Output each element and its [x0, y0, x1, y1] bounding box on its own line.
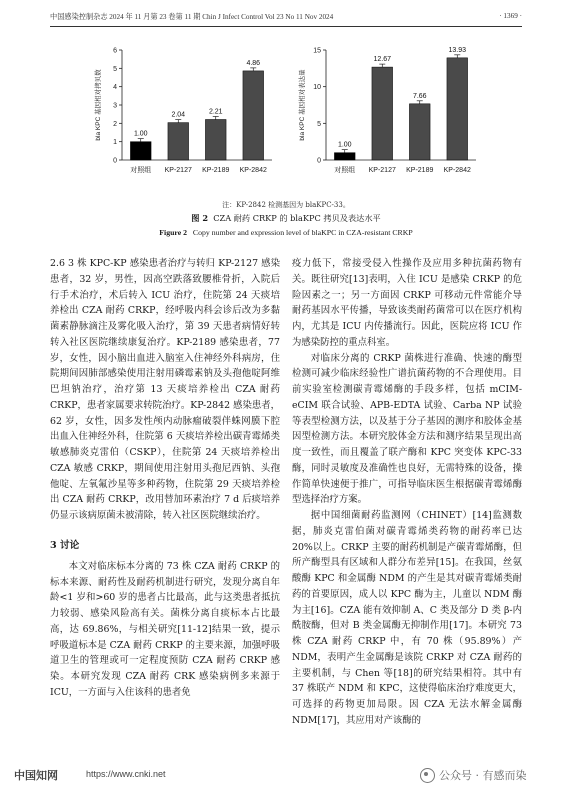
y-tick-label: 15	[313, 47, 321, 55]
x-tick-label: KP-2189	[406, 167, 434, 174]
figure-title-cn: CZA 耐药 CRKP 的 blaKPC 拷贝及表达水平	[213, 213, 381, 223]
y-tick-label: 3	[113, 102, 117, 110]
bar	[409, 104, 430, 160]
data-label: 12.67	[373, 56, 392, 64]
y-tick-label: 2	[113, 120, 117, 128]
y-axis-label: bla KPC 基因相对拷贝数	[95, 69, 102, 141]
x-tick-label: 对照组	[334, 167, 356, 174]
wechat-icon	[420, 768, 435, 783]
data-label: 2.04	[171, 111, 186, 119]
data-label: 1.00	[337, 141, 352, 149]
bar	[168, 123, 189, 160]
figure-note: 注：KP-2842 检测基因为 blaKPC-33。	[222, 201, 350, 209]
paragraph-section-2-6: 2.6 3 株 KPC-KP 感染患者治疗与转归 KP-2127 感染患者，32 岁，男性，因高空跌落致腰椎骨折，入院后行手术治疗，术后转入 ICU 治疗，住院第 24 天痰培养检出 CZA 耐药 CRKP，经呼吸内科会诊后改为多黏菌素静脉滴注及雾化吸入治疗，第 39 天患者病情好转转入社区医院继续康复治疗。KP-2189 感染患者，77 岁，女性，因小脑出血进入脑室入住神经外科病房，住院期间因肺部感染使用注射用磷霉素钠及头孢他啶阿维巴坦钠治疗，治疗第 13 天痰培养检出 CZA 耐药 CRKP，患者家属要求转院治疗。KP-2842 感染患者，62 岁，女性，因多发性颅内动脉瘤破裂伴蛛网膜下腔出血入住神经外科，住院第 6 天痰培养检出碳青霉烯类敏感肺炎克雷伯（CSKP），住院第 24 天痰培养检出 CZA 敏感 CRKP，期间使用注射用头孢尼西钠、头孢他啶、左氧氟沙星等多种药物，住院第 29 天痰培养检出 CZA 耐药 CRKP，改用替加环素治疗 7 d 后痰培养仍显示该病原菌未被清除，转入社区医院继续治疗。	[50, 258, 280, 521]
y-tick-label: 5	[317, 120, 321, 128]
paragraph-enzyme-detection: 对临床分离的 CRKP 菌株进行准确、快速的酶型检测可减少临床经验性广谱抗菌药物的不合理使用。目前实验室检测碳青霉烯酶的手段多样，包括 mCIM-eCIM 联合试验、APB-EDTA 试验、Carba NP 试验等表型检测方法，以及基于分子基因的测序和胶体金基因型检测方法。本研究胶体金方法和测序结果呈现出高度一致性，而且覆盖了联产酶和 KPC 突变体 KPC-33 酶，同时灵敏度及准确性也良好，无需特殊的设备，操作简单快速便于推广，可指导临床医生根据碳青霉烯酶型选择治疗方案。	[292, 352, 522, 506]
x-tick-label: KP-2127	[164, 167, 192, 174]
right-column	[292, 256, 522, 729]
y-tick-label: 0	[317, 157, 321, 165]
y-tick-label: 1	[113, 139, 117, 147]
x-tick-label: 对照组	[130, 167, 152, 174]
y-tick-label: 0	[113, 157, 117, 165]
data-label: 1.00	[133, 130, 148, 138]
cnki-url[interactable]: https://www.cnki.net	[86, 769, 166, 779]
watermark-text: 公众号 · 有感而染	[439, 769, 527, 782]
running-header: 中国感染控制杂志 2024 年 11 月第 23 卷第 11 期 Chin J Infect Control Vol 23 No 11 Nov 2024	[50, 13, 334, 21]
bar	[372, 67, 393, 160]
section-heading-discussion: 3 讨论	[50, 539, 80, 551]
x-tick-label: KP-2189	[202, 167, 230, 174]
page-number: · 1369 ·	[499, 12, 522, 20]
chart-copy-number	[86, 38, 286, 198]
figure-caption-en	[0, 228, 572, 237]
figure-caption-cn	[0, 213, 572, 224]
figure-title-en: Copy number and expression level of blaKPC in CZA-resistant CRKP	[192, 228, 413, 237]
x-tick-label: KP-2127	[368, 167, 396, 174]
paragraph-icu-continuation: 疫力低下，常接受侵入性操作及应用多种抗菌药物有关。既往研究[13]表明，入住 ICU 是感染 CRKP 的危险因素之一；另一方面因 CRKP 可移动元件常能介导耐药基因水平传播，导致该类耐药菌常可以在医疗机构内，尤其是 ICU 内传播流行。因此，医院应将 ICU 作为感染防控的重点科室。	[292, 258, 522, 348]
figure-number-cn: 图 2	[191, 213, 209, 223]
bar	[130, 142, 151, 160]
x-tick-label: KP-2842	[443, 167, 471, 174]
left-column	[50, 256, 280, 701]
chart-expression-level	[290, 38, 490, 198]
bar	[243, 71, 264, 160]
paragraph-resistance-mechanism: 据中国细菌耐药监测网（CHINET）[14]监测数据，肺炎克雷伯菌对碳青霉烯类药物的耐药率已达 20%以上。CRKP 主要的耐药机制是产碳青霉烯酶，但所产酶型具有区域和人群分布差异[15]。在我国，丝氨酸酶 KPC 和金属酶 NDM 的产生是其对碳青霉烯类耐药的首要原因，成人以 KPC 酶为主，儿童以 NDM 酶为主[16]。CZA 能有效抑制 A、C 类及部分 D 类 β-内酰胺酶，但对 B 类金属酶无抑制作用[17]。本研究 73 株 CZA 耐药 CRKP 中，有 70 株（95.89%）产 NDM，表明产生金属酶是该院 CRKP 对 CZA 耐药的主要机制，与 Chen 等[18]的研究结果相符。其中有 37 株联产 NDM 和 KPC，这使得临床治疗难度更大，可选择的药物更加局限。因 CZA 无法水解金属酶 NDM[17]，其应用对产该酶的	[292, 510, 522, 726]
data-label: 2.21	[208, 108, 223, 116]
y-tick-label: 6	[113, 47, 117, 55]
y-tick-label: 10	[313, 84, 321, 92]
wechat-watermark	[420, 767, 527, 783]
data-label: 4.86	[246, 59, 261, 67]
data-label: 7.66	[412, 92, 427, 100]
y-tick-label: 4	[113, 84, 117, 92]
x-tick-label: KP-2842	[239, 167, 267, 174]
paragraph-discussion-1: 本文对临床标本分离的 73 株 CZA 耐药 CRKP 的标本来源、耐药性及耐药机制进行研究，发现分离自年龄<1 岁和>60 岁的患者占比最高，此与这类患者抵抗力较弱、感染风险高有关。菌株分离自痰标本占比最高，达 69.86%，与相关研究[11-12]结果一致，提示呼吸道标本是 CZA 耐药 CRKP 的主要来源，加强呼吸道卫生的管理或可一定程度预防 CZA 耐药 CRKP 感染。本研究发现 CZA 耐药 CRK 感染病例多来源于 ICU，一方面与入住该科的患者免	[50, 560, 280, 698]
bar	[205, 119, 226, 160]
data-label: 13.93	[448, 46, 467, 54]
cnki-logo: 中国知网	[14, 770, 58, 782]
header-rule	[50, 26, 522, 27]
y-axis-label: bla KPC 基因相对表达量	[299, 69, 306, 141]
y-tick-label: 5	[113, 65, 117, 73]
figure-number-en: Figure 2	[159, 228, 188, 237]
bar	[447, 58, 468, 160]
bar	[334, 153, 355, 160]
